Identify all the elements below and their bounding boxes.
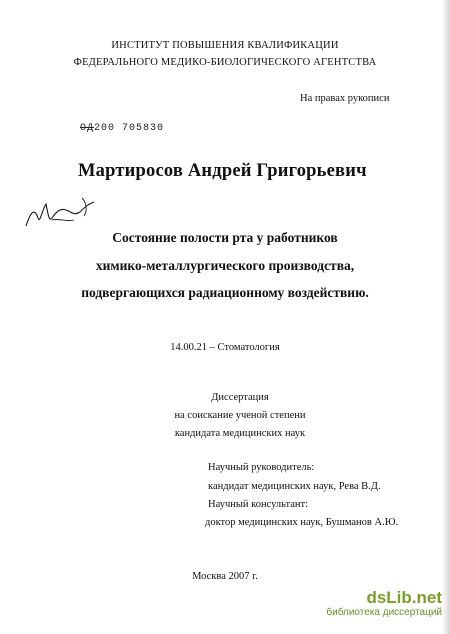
consultant-name: доктор медицинских наук, Бушманов А.Ю. <box>205 517 399 528</box>
watermark-subtitle: библиотека диссертаций <box>326 607 442 618</box>
dissertation-line-2: на соискание ученой степени <box>174 410 306 421</box>
registration-prefix: ОД <box>80 123 95 134</box>
registration-number <box>80 123 164 134</box>
title-line-2: химико-металлургического производства, <box>95 258 355 273</box>
rights-note: На правах рукописи <box>300 93 390 104</box>
dissertation-line-3: кандидата медицинских наук <box>174 428 306 439</box>
dissertation-line-1: Диссертация <box>211 392 269 403</box>
watermark-brand: dsLib.net <box>366 588 442 607</box>
title-line-1: Состояние полости рта у работников <box>112 230 338 245</box>
institution-line-2: ФЕДЕРАЛЬНОГО МЕДИКО-БИОЛОГИЧЕСКОГО АГЕНТСТВА <box>73 57 377 68</box>
institution-line-1: ИНСТИТУТ ПОВЫШЕНИЯ КВАЛИФИКАЦИИ <box>111 40 339 51</box>
title-line-3: подвергающихся радиационному воздействию. <box>81 285 369 300</box>
city-year: Москва 2007 г. <box>192 571 258 582</box>
consultant-label: Научный консультант: <box>208 499 309 510</box>
page-edge-shadow <box>442 0 450 634</box>
supervisor-name: кандидат медицинских наук, Рева В.Д. <box>208 481 381 492</box>
supervisor-label: Научный руководитель: <box>208 462 315 473</box>
watermark <box>292 589 442 619</box>
registration-digits: 200 705830 <box>94 123 165 134</box>
author-name: Мартиросов Андрей Григорьевич <box>78 161 367 181</box>
specialty: 14.00.21 – Стоматология <box>170 342 280 353</box>
